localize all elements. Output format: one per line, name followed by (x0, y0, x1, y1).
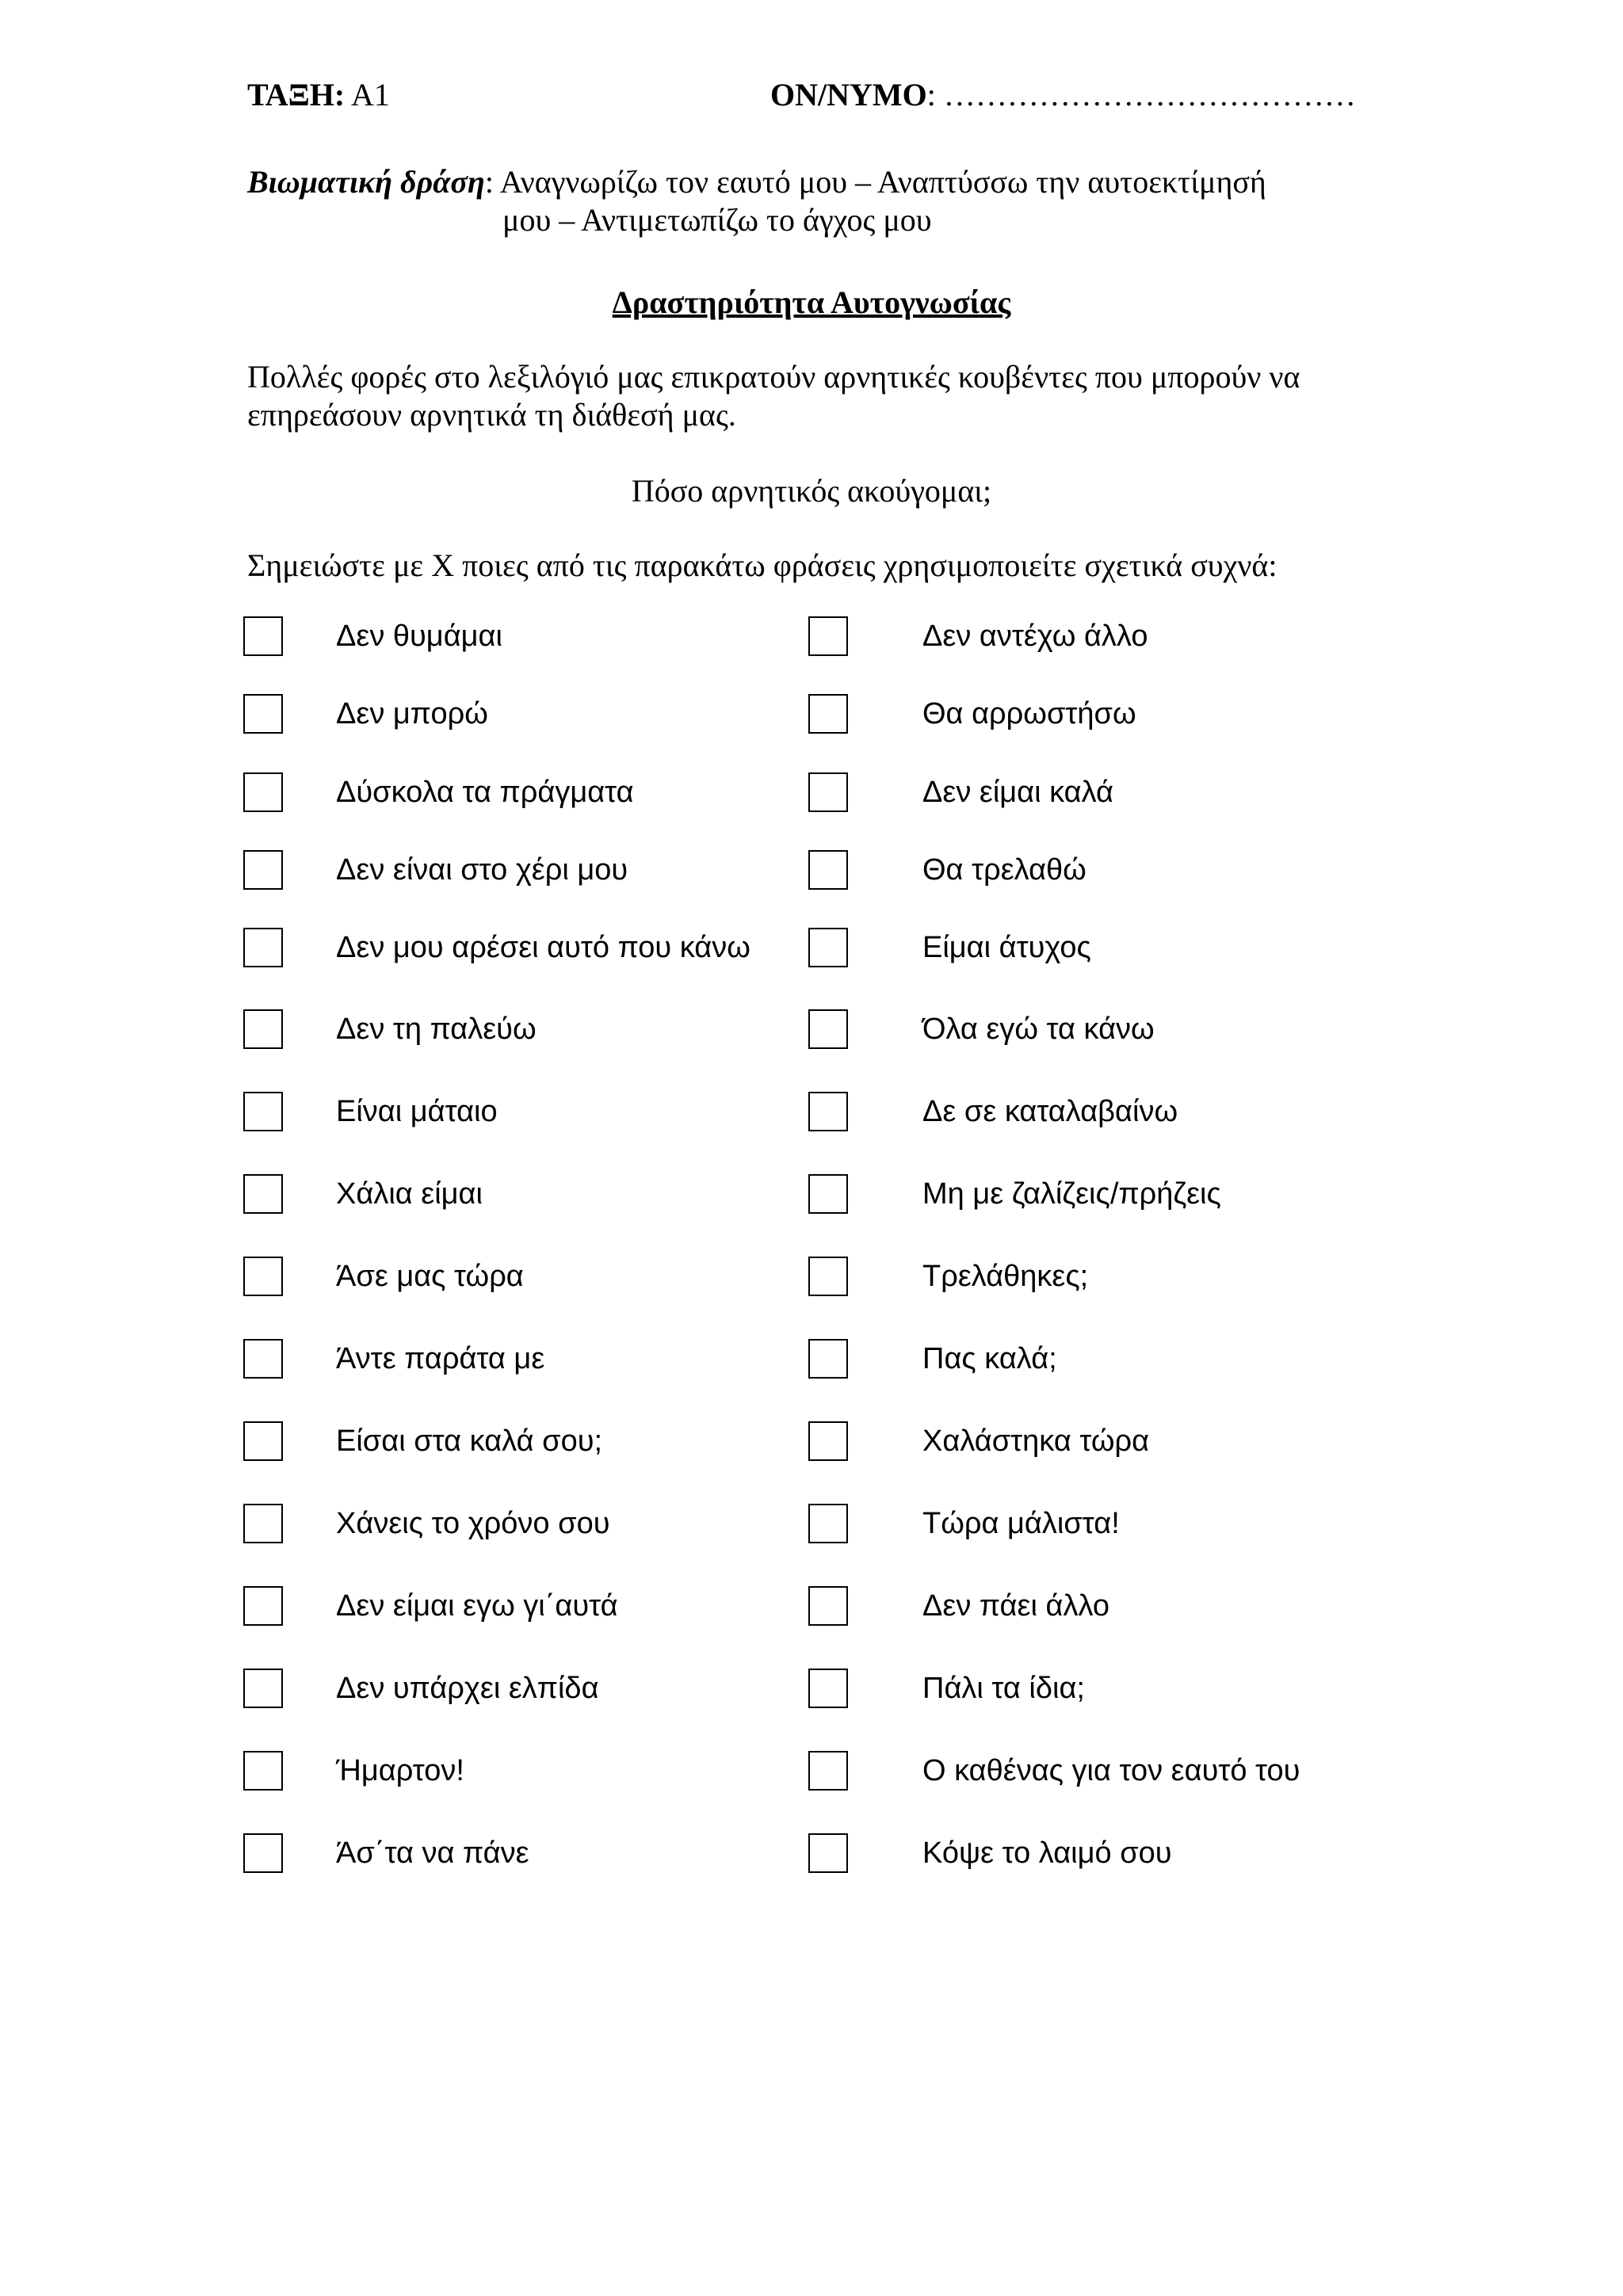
phrase-label-left-9: Άσε μας τώρα (336, 1260, 524, 1293)
class-field (247, 76, 390, 114)
checkbox-right-13[interactable] (808, 1586, 848, 1626)
phrase-label-left-5: Δεν μου αρέσει αυτό που κάνω (336, 931, 750, 964)
class-value: Α1 (351, 77, 390, 113)
checkbox-right-15[interactable] (808, 1751, 848, 1791)
checkbox-left-14[interactable] (243, 1669, 283, 1708)
phrase-label-left-15: Ήμαρτον! (336, 1754, 464, 1787)
name-label: ΟΝ/ΝΥΜΟ (770, 77, 927, 113)
phrase-label-left-3: Δύσκολα τα πράγματα (336, 776, 634, 809)
checkbox-left-5[interactable] (243, 928, 283, 967)
checkbox-left-15[interactable] (243, 1751, 283, 1791)
checkbox-left-10[interactable] (243, 1339, 283, 1379)
action-label: Βιωματική δράση (247, 164, 485, 200)
header-row (247, 76, 1388, 117)
phrase-label-right-9: Τρελάθηκες; (922, 1260, 1089, 1293)
checkbox-right-5[interactable] (808, 928, 848, 967)
action-colon: : (484, 164, 494, 200)
activity-title: Δραστηριότητα Αυτογνωσίας (612, 284, 1011, 320)
checkbox-right-12[interactable] (808, 1504, 848, 1543)
phrase-label-left-11: Είσαι στα καλά σου; (336, 1425, 603, 1458)
phrase-label-right-4: Θα τρελαθώ (922, 853, 1086, 887)
phrase-label-left-8: Χάλια είμαι (336, 1177, 483, 1211)
phrase-label-left-13: Δεν είμαι εγω γι΄αυτά (336, 1589, 618, 1623)
checkbox-left-11[interactable] (243, 1421, 283, 1461)
phrase-label-right-10: Πας καλά; (922, 1342, 1057, 1375)
checkbox-left-1[interactable] (243, 616, 283, 656)
phrase-label-right-1: Δεν αντέχω άλλο (922, 620, 1148, 653)
intro-paragraph: Πολλές φορές στο λεξιλόγιό μας επικρατούν αρνητικές κουβέντες που μπορούν να επηρεάσουν αρνητικά τη διάθεσή μας. (247, 359, 1300, 433)
checkbox-left-13[interactable] (243, 1586, 283, 1626)
action-text-2: μου – Αντιμετωπίζω το άγχος μου (502, 202, 932, 238)
phrase-label-right-5: Είμαι άτυχος (922, 931, 1091, 964)
phrase-label-right-6: Όλα εγώ τα κάνω (922, 1013, 1155, 1046)
phrase-label-left-1: Δεν θυμάμαι (336, 620, 502, 653)
checkbox-right-10[interactable] (808, 1339, 848, 1379)
checkbox-right-11[interactable] (808, 1421, 848, 1461)
phrase-label-right-11: Χαλάστηκα τώρα (922, 1425, 1150, 1458)
phrase-label-left-6: Δεν τη παλεύω (336, 1013, 537, 1046)
phrase-label-right-14: Πάλι τα ίδια; (922, 1672, 1085, 1705)
phrase-label-left-14: Δεν υπάρχει ελπίδα (336, 1672, 599, 1705)
action-line-1 (247, 163, 1388, 201)
checkbox-right-2[interactable] (808, 694, 848, 734)
phrase-label-right-8: Μη με ζαλίζεις/πρήζεις (922, 1177, 1221, 1211)
phrase-label-right-15: Ο καθένας για τον εαυτό του (922, 1754, 1300, 1787)
checkbox-right-8[interactable] (808, 1174, 848, 1214)
phrase-label-right-13: Δεν πάει άλλο (922, 1589, 1109, 1623)
name-blank[interactable]: : ………………………………… (926, 77, 1356, 113)
question-heading: Πόσο αρνητικός ακούγομαι; (631, 473, 992, 509)
action-text-1: Αναγνωρίζω τον εαυτό μου – Αναπτύσσω την αυτοεκτίμησή (493, 164, 1266, 200)
phrase-label-right-12: Τώρα μάλιστα! (922, 1507, 1120, 1540)
checkbox-right-6[interactable] (808, 1009, 848, 1049)
checkbox-right-1[interactable] (808, 616, 848, 656)
checkbox-right-9[interactable] (808, 1257, 848, 1296)
instruction-text: Σημειώστε με Χ ποιες από τις παρακάτω φράσεις χρησιμοποιείτε σχετικά συχνά: (247, 547, 1277, 583)
phrase-label-right-16: Κόψε το λαιμό σου (922, 1836, 1172, 1870)
checkbox-left-8[interactable] (243, 1174, 283, 1214)
class-label: ΤΑΞΗ: (247, 77, 346, 113)
phrase-label-left-4: Δεν είναι στο χέρι μου (336, 853, 628, 887)
checkbox-left-16[interactable] (243, 1833, 283, 1873)
checkbox-left-2[interactable] (243, 694, 283, 734)
phrase-label-left-12: Χάνεις το χρόνο σου (336, 1507, 610, 1540)
checkbox-left-7[interactable] (243, 1092, 283, 1131)
checkbox-left-4[interactable] (243, 850, 283, 890)
phrase-label-left-2: Δεν μπορώ (336, 697, 488, 730)
phrase-label-left-7: Είναι μάταιο (336, 1095, 498, 1128)
action-block (247, 163, 1388, 239)
phrase-label-left-16: Άσ΄τα να πάνε (336, 1836, 529, 1870)
name-field[interactable] (770, 76, 1356, 114)
phrase-label-left-10: Άντε παράτα με (336, 1342, 545, 1375)
checkbox-right-3[interactable] (808, 772, 848, 812)
checkbox-left-12[interactable] (243, 1504, 283, 1543)
checkbox-left-3[interactable] (243, 772, 283, 812)
phrase-label-right-2: Θα αρρωστήσω (922, 697, 1136, 730)
checkbox-left-9[interactable] (243, 1257, 283, 1296)
phrase-label-right-3: Δεν είμαι καλά (922, 776, 1114, 809)
checkbox-right-14[interactable] (808, 1669, 848, 1708)
checkbox-right-16[interactable] (808, 1833, 848, 1873)
checkbox-right-7[interactable] (808, 1092, 848, 1131)
phrase-label-right-7: Δε σε καταλαβαίνω (922, 1095, 1178, 1128)
checkbox-right-4[interactable] (808, 850, 848, 890)
checkbox-left-6[interactable] (243, 1009, 283, 1049)
